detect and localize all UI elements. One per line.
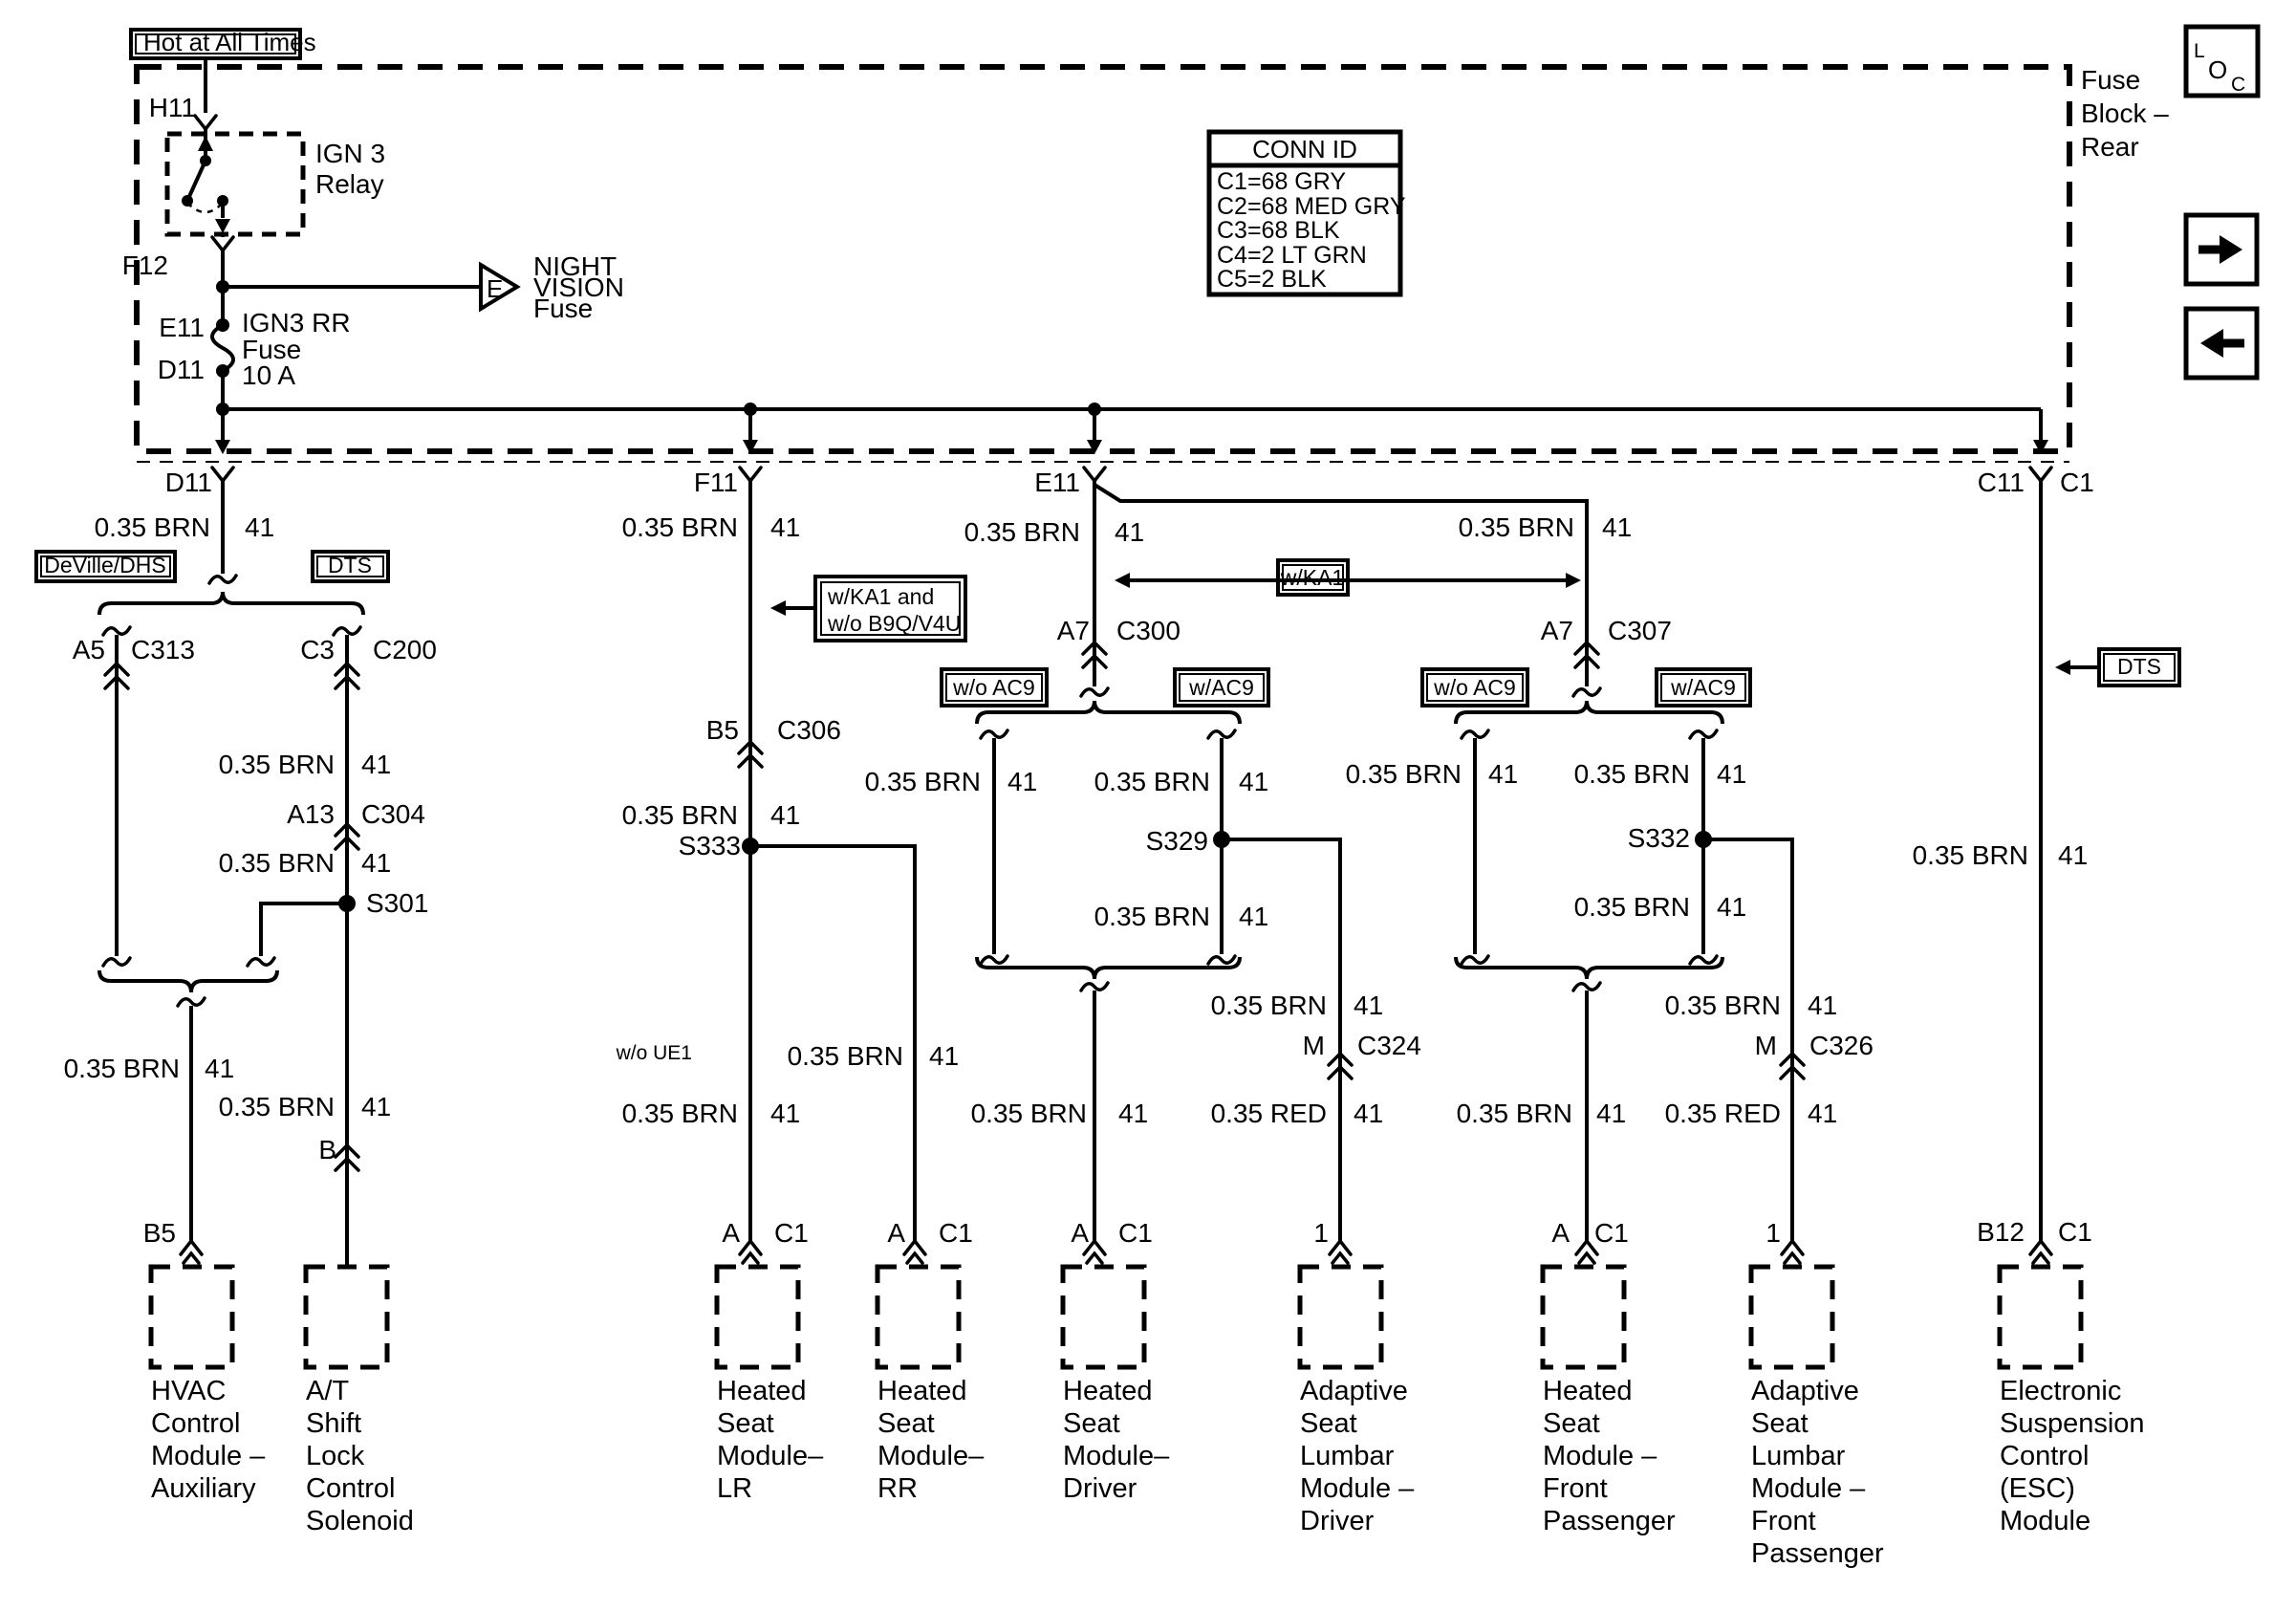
pin-a5-label: A5 (72, 635, 105, 664)
pin-m-label: M (1754, 1031, 1777, 1060)
circuit-label: 41 (1717, 892, 1747, 922)
circuit-label: 41 (361, 848, 392, 878)
circuit-label: 41 (2058, 840, 2089, 870)
connector-c1-label: C1 (1594, 1218, 1629, 1248)
wire-color-label: 0.35 BRN (970, 1099, 1087, 1128)
module-boxes (151, 1267, 2081, 1367)
ign3-relay-switch (182, 155, 228, 212)
heated-seat-lr-box (717, 1267, 798, 1367)
wire-color-label: 0.35 BRN (1458, 512, 1574, 542)
pin-a7-label: A7 (1056, 616, 1090, 645)
module-name-line: Auxiliary (151, 1473, 256, 1504)
ign3-relay-box (167, 134, 303, 234)
module-name-line: Seat (1751, 1408, 1809, 1439)
connector-c306-label: C306 (777, 715, 841, 745)
splice-s332-label: S332 (1627, 823, 1690, 853)
module-name-line: Module– (1063, 1441, 1170, 1471)
module-name-line: Passenger (1543, 1506, 1676, 1536)
exit-f11-label: F11 (693, 468, 738, 497)
module-name-line: Module – (1751, 1473, 1866, 1504)
connector-c307-label: C307 (1608, 616, 1672, 645)
relay-name-line2: Relay (315, 169, 384, 199)
wire-color-label: 0.35 BRN (1210, 991, 1327, 1020)
module-name-line: (ESC) (2000, 1473, 2075, 1504)
fuse-block-name-line3: Rear (2081, 132, 2139, 162)
wire-color-label: 0.35 RED (1210, 1099, 1327, 1128)
module-name-line: Module – (1543, 1441, 1657, 1471)
module-name-line: Solenoid (306, 1506, 414, 1536)
circuit-label: 41 (1239, 767, 1269, 796)
pin-m-label: M (1302, 1031, 1325, 1060)
pin-b-label: B (318, 1135, 336, 1165)
circuit-label: 41 (1808, 991, 1838, 1020)
heated-seat-driver-name (1063, 1376, 1170, 1504)
module-name-line: Control (2000, 1441, 2090, 1471)
module-name-line: Front (1751, 1506, 1816, 1536)
heated-seat-rr-box (877, 1267, 959, 1367)
fuse-name-line1: IGN3 RR (242, 308, 351, 337)
wire-color-label: 0.35 BRN (787, 1041, 903, 1071)
loc-letter-l: L (2194, 40, 2205, 62)
fuse-block-name-line2: Block – (2081, 98, 2169, 128)
pin-a-label: A (722, 1218, 740, 1248)
pin-1-label: 1 (1765, 1218, 1781, 1248)
wire-color-label: 0.35 BRN (1456, 1099, 1572, 1128)
wire-color-label: 0.35 BRN (94, 512, 210, 542)
back-arrow-box[interactable] (2186, 309, 2257, 378)
module-name-line: Electronic (2000, 1376, 2122, 1406)
pin-a-label: A (1071, 1218, 1089, 1248)
pin-a13-label: A13 (287, 799, 335, 829)
esc-module-box (2000, 1267, 2081, 1367)
module-name-line: Lumbar (1751, 1441, 1846, 1471)
module-name-line: Module– (877, 1441, 985, 1471)
conn-id-row: C5=2 BLK (1217, 266, 1327, 293)
deville-dhs-label: DeVille/DHS (44, 553, 166, 577)
circuit-label: 41 (1007, 767, 1038, 796)
module-name-line: Suspension (2000, 1408, 2145, 1439)
module-name-line: Control (306, 1473, 396, 1504)
pin-c3-label: C3 (300, 635, 335, 664)
circuit-label: 41 (770, 800, 801, 830)
terminal-h11-label: H11 (148, 93, 196, 122)
inline-connector-marks (105, 642, 1804, 1170)
hvac-module-name (151, 1376, 266, 1504)
module-name-line: Module – (151, 1441, 266, 1471)
arrowheads (198, 136, 2070, 675)
conn-id-row: C2=68 MED GRY (1217, 193, 1406, 220)
module-name-line: Module (2000, 1506, 2091, 1536)
circuit-label: 41 (1488, 759, 1519, 789)
lumbar-driver-box (1300, 1267, 1381, 1367)
circuit-label: 41 (1717, 759, 1747, 789)
heated-seat-rr-name (877, 1376, 985, 1504)
circuit-label: 41 (1808, 1099, 1838, 1128)
splice-s333-label: S333 (678, 831, 741, 860)
hvac-module-box (151, 1267, 232, 1367)
w-ka1-label: w/KA1 (1280, 565, 1345, 590)
circuit-label: 41 (1115, 517, 1145, 547)
circuit-label: 41 (361, 750, 392, 779)
circuit-label: 41 (205, 1054, 235, 1083)
connector-c1-label: C1 (2058, 1217, 2092, 1247)
module-name-line: Lock (306, 1441, 365, 1471)
connector-c1-label: C1 (939, 1218, 973, 1248)
circuit-label: 41 (361, 1092, 392, 1121)
module-name-line: Shift (306, 1408, 362, 1439)
module-name-line: LR (717, 1473, 753, 1504)
module-name-line: Passenger (1751, 1538, 1884, 1569)
splice-s329 (1213, 831, 1230, 848)
module-name-line: Lumbar (1300, 1441, 1395, 1471)
module-name-line: Module – (1300, 1473, 1415, 1504)
wire-color-label: 0.35 BRN (1664, 991, 1781, 1020)
wo-ac9-driver-label: w/o AC9 (953, 675, 1035, 700)
conn-id-row: C3=68 BLK (1217, 217, 1340, 244)
pin-b12-label: B12 (1977, 1217, 2025, 1247)
exit-c11-label: C11 (1977, 468, 2025, 497)
relay-name-line1: IGN 3 (315, 139, 386, 168)
connector-c326-label: C326 (1809, 1031, 1874, 1060)
module-name-line: Seat (1063, 1408, 1120, 1439)
wire-color-label: 0.35 BRN (621, 800, 738, 830)
connector-c324-label: C324 (1357, 1031, 1421, 1060)
connector-c300-label: C300 (1116, 616, 1180, 645)
circuit-label: 41 (770, 1099, 801, 1128)
pin-1-label: 1 (1313, 1218, 1329, 1248)
module-name-line: Heated (1063, 1376, 1153, 1406)
right-arrow-icon (2199, 235, 2242, 264)
conn-id-row: C1=68 GRY (1217, 168, 1347, 195)
module-name-line: Module– (717, 1441, 824, 1471)
exit-e11-label: E11 (1034, 468, 1080, 497)
lumbar-fp-box (1751, 1267, 1832, 1367)
dts-right-label: DTS (2117, 654, 2161, 679)
module-name-line: Seat (877, 1408, 935, 1439)
wire-color-label: 0.35 BRN (1345, 759, 1462, 789)
module-name-line: Seat (1300, 1408, 1357, 1439)
night-vision-line1: NIGHT (533, 251, 617, 281)
module-name-line: A/T (306, 1376, 350, 1406)
pin-a7-label: A7 (1540, 616, 1573, 645)
module-name-line: Front (1543, 1473, 1608, 1504)
connector-c313-label: C313 (131, 635, 195, 664)
fuse-rating-label: 10 A (242, 360, 296, 390)
labels (44, 28, 2245, 1569)
esc-module-name (2000, 1376, 2145, 1536)
wire-color-label: 0.35 BRN (63, 1054, 180, 1083)
at-shift-lock-box (306, 1267, 387, 1367)
terminal-f12-label: F12 (121, 250, 168, 280)
left-arrow-icon (2200, 329, 2244, 358)
splice-s332 (1695, 831, 1712, 848)
wire-color-label: 0.35 BRN (1094, 767, 1210, 796)
module-name-line: Adaptive (1751, 1376, 1859, 1406)
wire-color-label: 0.35 BRN (1573, 759, 1690, 789)
heated-seat-fp-name (1543, 1376, 1676, 1536)
at-shift-lock-name (306, 1376, 414, 1536)
circuit-label: 41 (245, 512, 275, 542)
pin-a-label: A (1551, 1218, 1570, 1248)
connector-c1-label: C1 (774, 1218, 809, 1248)
night-vision-line3: Fuse (533, 294, 594, 323)
lumbar-fp-name (1751, 1376, 1884, 1569)
heated-seat-fp-box (1543, 1267, 1624, 1367)
wire-color-label: 0.35 BRN (864, 767, 981, 796)
splice-s329-label: S329 (1145, 826, 1208, 856)
wire-color-label: 0.35 BRN (1573, 892, 1690, 922)
wire-color-label: 0.35 BRN (621, 1099, 738, 1128)
circuit-label: 41 (1354, 991, 1384, 1020)
circuit-label: 41 (1602, 512, 1633, 542)
splice-s301 (338, 895, 356, 912)
module-name-line: Heated (1543, 1376, 1633, 1406)
night-vision-line2: VISION (533, 272, 624, 302)
pin-b5-label: B5 (705, 715, 739, 745)
circuit-label: 41 (770, 512, 801, 542)
exit-d11-label: D11 (164, 468, 212, 497)
pin-b5-label: B5 (142, 1218, 176, 1248)
lumbar-driver-name (1300, 1376, 1415, 1536)
ka1-note-line1: w/KA1 and (828, 584, 935, 609)
module-name-line: Heated (877, 1376, 967, 1406)
module-name-line: Driver (1063, 1473, 1137, 1504)
heated-seat-driver-box (1063, 1267, 1144, 1367)
wo-ac9-fp-label: w/o AC9 (1434, 675, 1516, 700)
w-ac9-driver-label: w/AC9 (1189, 675, 1254, 700)
terminal-d11-label: D11 (157, 355, 205, 384)
module-name-line: HVAC (151, 1376, 227, 1406)
connector-c200-label: C200 (373, 635, 437, 664)
module-name-line: RR (877, 1473, 918, 1504)
wire-color-label: 0.35 BRN (1912, 840, 2028, 870)
module-name-line: Heated (717, 1376, 807, 1406)
module-name-line: Adaptive (1300, 1376, 1408, 1406)
circuit-label: 41 (1354, 1099, 1384, 1128)
ka1-note-line2: w/o B9Q/V4U (828, 611, 962, 636)
night-vision-e-label: E (487, 274, 504, 303)
heated-seat-lr-name (717, 1376, 824, 1504)
loc-letter-c: C (2231, 74, 2246, 96)
wire-color-label: 0.35 BRN (218, 1092, 335, 1121)
splice-s301-label: S301 (366, 888, 429, 918)
module-name-line: Driver (1300, 1506, 1375, 1536)
wire-color-label: 0.35 BRN (218, 848, 335, 878)
hot-at-all-times-label: Hot at All Times (143, 28, 316, 56)
conn-id-row: C4=2 LT GRN (1217, 242, 1367, 269)
dts-left-label: DTS (328, 553, 372, 577)
fuse-block-border (137, 67, 2069, 462)
wire-color-label: 0.35 RED (1664, 1099, 1781, 1128)
module-name-line: Seat (717, 1408, 774, 1439)
loc-letter-o: O (2208, 55, 2228, 84)
exit-c1-label: C1 (2060, 468, 2094, 497)
conn-id-title: CONN ID (1252, 135, 1357, 163)
w-ac9-fp-label: w/AC9 (1671, 675, 1736, 700)
circuit-label: 41 (1596, 1099, 1627, 1128)
circuit-label: 41 (1118, 1099, 1149, 1128)
wire-color-label: 0.35 BRN (1094, 902, 1210, 931)
forward-arrow-box[interactable] (2186, 215, 2257, 284)
pin-a-label: A (887, 1218, 905, 1248)
connector-c1-label: C1 (1118, 1218, 1153, 1248)
fuse-name-line2: Fuse (242, 335, 302, 364)
splice-s333 (742, 838, 759, 855)
wire-color-label: 0.35 BRN (964, 517, 1080, 547)
module-name-line: Control (151, 1408, 241, 1439)
fuse-block-name-line1: Fuse (2081, 65, 2141, 95)
circuit-label: 41 (929, 1041, 960, 1071)
circuit-label: 41 (1239, 902, 1269, 931)
connector-c304-label: C304 (361, 799, 425, 829)
wo-ue1-label: w/o UE1 (616, 1042, 692, 1064)
wire-color-label: 0.35 BRN (621, 512, 738, 542)
terminal-e11-label: E11 (159, 313, 205, 342)
wire-color-label: 0.35 BRN (218, 750, 335, 779)
module-name-line: Seat (1543, 1408, 1600, 1439)
